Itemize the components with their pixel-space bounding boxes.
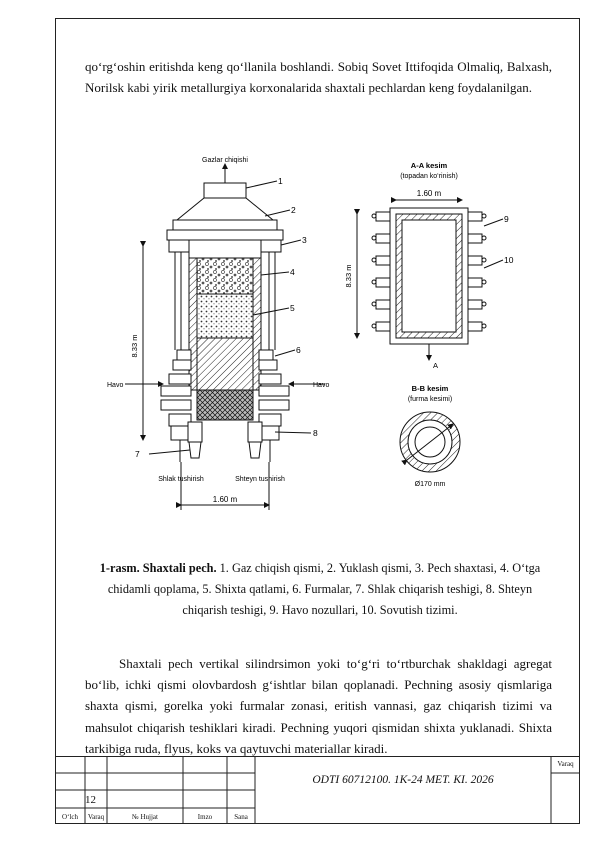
col-olch: O‘lch xyxy=(62,813,78,821)
width-dimension-bottom: 1.60 m xyxy=(212,495,238,504)
callout-9: 9 xyxy=(504,214,509,224)
gas-outlet-label: Gazlar chiqishi xyxy=(202,157,248,164)
callout-8: 8 xyxy=(313,428,318,438)
callout-1: 1 xyxy=(278,176,283,186)
title-block xyxy=(55,756,580,824)
callout-5: 5 xyxy=(290,303,295,313)
callout-7: 7 xyxy=(135,449,140,459)
document-code: ODTI 60712100. 1K-24 MET. KI. 2026 xyxy=(312,774,494,786)
col-imzo: Imzo xyxy=(197,813,213,821)
caption-text: 1. Gaz chiqish qismi, 2. Yuklash qismi, 3. Pech shaxtasi, 4. O‘tga chidamli qoplama, 5. Shixta qatlami, 6. Furmalar, 7. Shlak chiqarish teshigi, 8. Shteyn chiqarish teshigi, 9. Havo nozullari, 10. Sovutish tizimi. xyxy=(107,561,541,617)
width-dimension-top: 1.60 m xyxy=(416,189,442,198)
matte-tap-label: Shteyn tushirish xyxy=(235,476,285,483)
callout-4: 4 xyxy=(290,267,295,277)
section-aa-subtitle: (topadan ko‘rinish) xyxy=(400,173,458,180)
air-label-left: Havo xyxy=(107,382,124,389)
callout-2: 2 xyxy=(291,205,296,215)
intro-paragraph: qo‘rg‘oshin eritishda keng qo‘llanila boshlandi. Sobiq Sovet Ittifoqida Olmaliq, Balxash, Norilsk kabi yirik metallurgiya korxonalarida shaxtali pechlardan keng foydalanilgan. xyxy=(85,59,552,96)
section-aa-drawing xyxy=(357,200,503,360)
col-sana: Sana xyxy=(234,813,248,821)
callout-6: 6 xyxy=(296,345,301,355)
page-number-left: 12 xyxy=(85,794,96,806)
diameter-label: Ø170 mm xyxy=(414,481,446,488)
section-bb-title: B-B kesim xyxy=(411,384,449,393)
height-dimension-right: 8.33 m xyxy=(344,264,353,288)
shaft-furnace-figure xyxy=(85,150,555,520)
caption-title: 1-rasm. Shaxtali pech. xyxy=(99,561,217,575)
description-paragraph: Shaxtali pech vertikal silindrsimon yoki to‘g‘ri to‘rtburchak shakldagi agregat bo‘lib, ichki qismi olovbardosh g‘ishtlar bilan qoplanadi. Pechning asosiy qismlariga shaxta qismi, gorelka yoki furmalar zonasi, eritish vannasi, gaz chiqarish tizimi va mahsulot chiqarish teshiklari kiradi. Pechning yuqori qismidan shixta yuklanadi. Shixta tarkibiga ruda, flyus, koks va qaytuvchi materiallar kiradi. xyxy=(85,656,552,756)
section-bb-drawing xyxy=(400,412,460,472)
height-dimension-left: 8.33 m xyxy=(130,334,139,358)
section-aa-title: A-A kesim xyxy=(410,161,448,170)
figure-caption xyxy=(85,558,555,621)
callout-3: 3 xyxy=(302,235,307,245)
section-bb-subtitle: (furma kesimi) xyxy=(407,396,453,403)
col-hujjat: № Hujjat xyxy=(132,813,158,821)
callout-10: 10 xyxy=(504,255,514,265)
slag-tap-label: Shlak tushirish xyxy=(158,476,204,483)
section-a-mark: A xyxy=(433,361,439,370)
col-varaq: Varaq xyxy=(87,813,105,821)
varaq-label-right: Varaq xyxy=(557,760,574,768)
air-label-right: Havo xyxy=(313,382,330,389)
furnace-elevation xyxy=(125,164,325,510)
